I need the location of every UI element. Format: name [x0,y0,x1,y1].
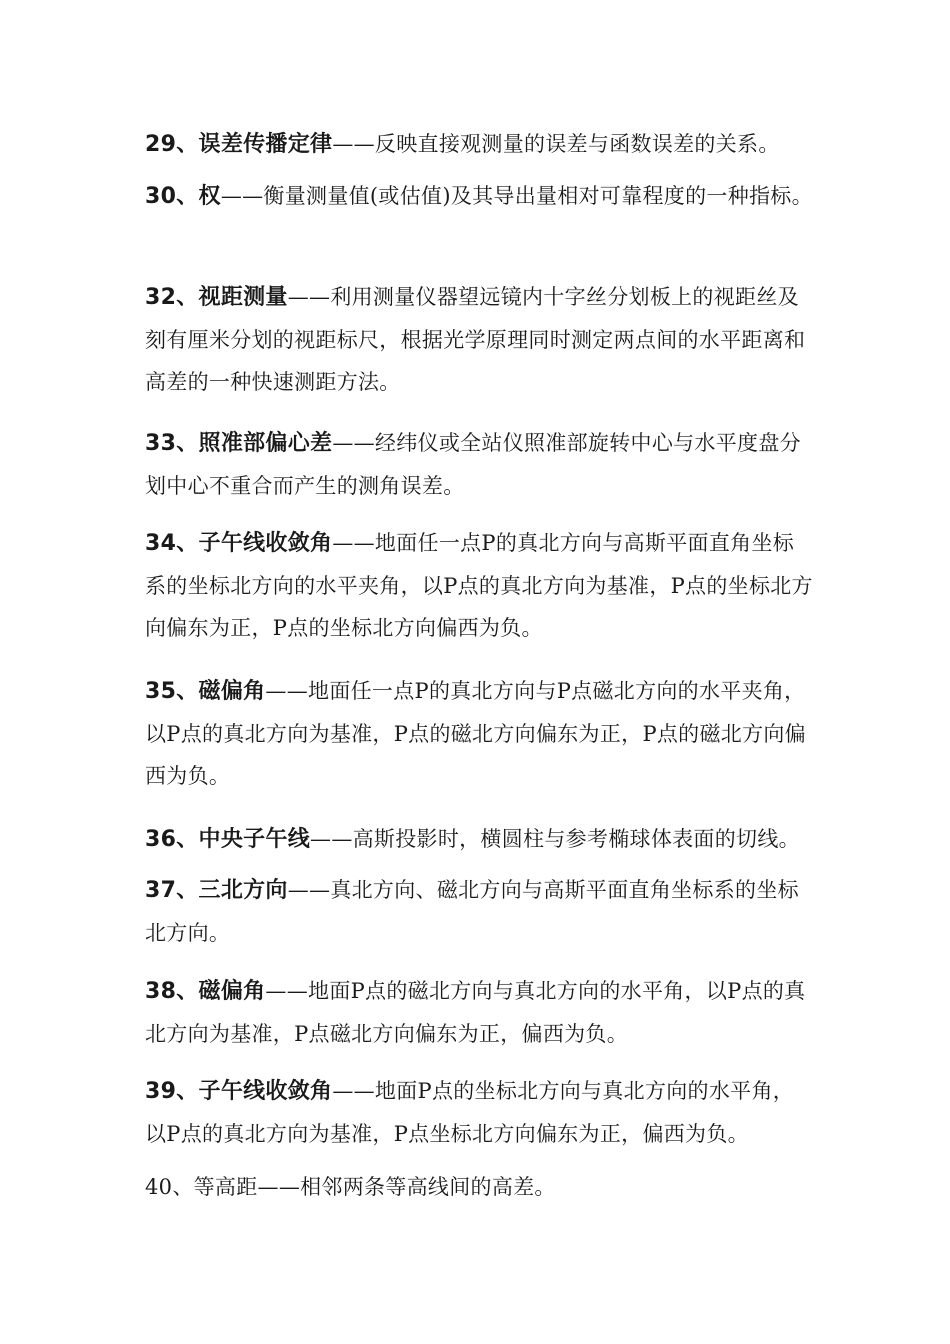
entry-36 [145,818,813,861]
entry-term: 39、子午线收敛角 [145,1079,333,1104]
entry-term: 29、误差传播定律 [145,132,333,157]
entry-definition: ——地面P点的磁北方向与真北方向的水平角，以P点的真北方向为基准，P点磁北方向偏东为正，偏西为负。 [145,979,806,1046]
entry-definition: ——地面任一点P的真北方向与P点磁北方向的水平夹角，以P点的真北方向为基准，P点的磁北方向偏东为正，P点的磁北方向偏西为负。 [145,679,806,788]
entry-term: 32、视距测量 [145,285,288,310]
entry-34 [145,522,813,649]
entry-term: 35、磁偏角 [145,679,266,704]
entry-35 [145,670,813,797]
entry-39 [145,1070,813,1155]
entry-definition: ——高斯投影时，横圆柱与参考椭球体表面的切线。 [310,827,800,851]
entry-term: 34、子午线收敛角 [145,531,333,556]
entry-33 [145,422,813,507]
entry-definition: ——真北方向、磁北方向与高斯平面直角坐标系的坐标北方向。 [145,878,799,945]
entry-definition: ——利用测量仪器望远镜内十字丝分划板上的视距丝及刻有厘米分划的视距标尺，根据光学原理同时测定两点间的水平距离和高差的一种快速测距方法。 [145,285,806,394]
entry-term: 40、等高距 [145,1175,258,1199]
entry-definition: ——经纬仪或全站仪照准部旋转中心与水平度盘分划中心不重合而产生的测角误差。 [145,431,801,498]
entry-definition: ——衡量测量值(或估值)及其导出量相对可靠程度的一种指标。 [220,184,813,208]
entry-term: 30、权 [145,184,221,209]
entry-term: 36、中央子午线 [145,827,311,852]
entry-38 [145,970,813,1055]
entry-definition: ——反映直接观测量的误差与函数误差的关系。 [332,132,780,156]
entry-30 [145,175,813,218]
entry-37 [145,869,813,954]
entry-32 [145,276,813,403]
entry-term: 37、三北方向 [145,878,288,903]
entry-definition: ——地面P点的坐标北方向与真北方向的水平角，以P点的真北方向为基准，P点坐标北方向偏东为正，偏西为负。 [145,1079,795,1146]
entry-definition: ——相邻两条等高线间的高差。 [257,1175,556,1199]
entry-term: 38、磁偏角 [145,979,266,1004]
entry-term: 33、照准部偏心差 [145,431,333,456]
entry-40 [145,1166,813,1208]
entry-29 [145,123,813,166]
entry-definition: ——地面任一点P的真北方向与高斯平面直角坐标系的坐标北方向的水平夹角，以P点的真北方向为基准，P点的坐标北方向偏东为正，P点的坐标北方向偏西为负。 [145,531,813,640]
